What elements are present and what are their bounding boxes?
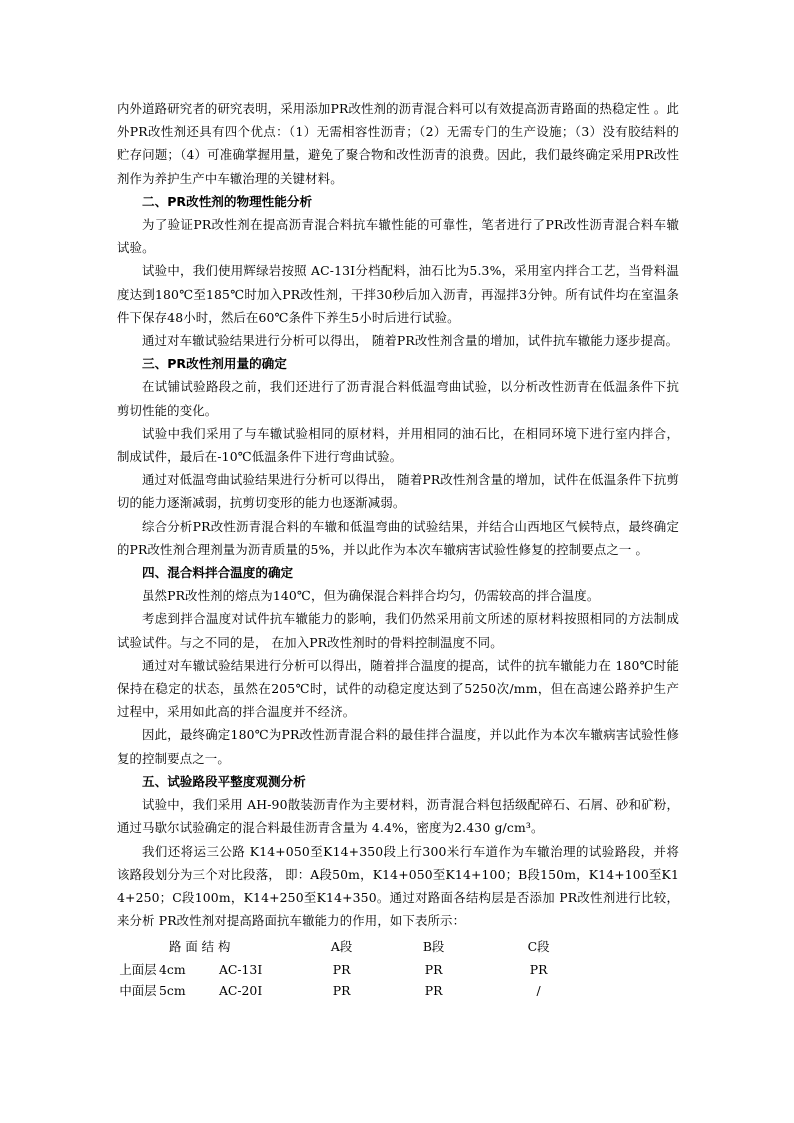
pavement-structure-table (117, 933, 598, 1001)
header-section-b: B段 (422, 939, 445, 955)
paragraph: 通过对车辙试验结果进行分析可以得出，随着拌合温度的提高，试件的抗车辙能力在 180℃时能保持在稳定的状态，虽然在205℃时，试件的动稳定度达到了5250次/mm，但在高速公路养护生产过程中，采用如此高的拌合温度并不经济。 (117, 657, 679, 720)
header-structure: 路 面 结 构 (169, 939, 231, 955)
table-row (117, 980, 598, 1001)
paragraph: 试验中我们采用了与车辙试验相同的原材料，并用相同的油石比，在相同环境下进行室内拌合，制成试件，最后在-10℃低温条件下进行弯曲试验。 (117, 425, 679, 465)
table-row (117, 959, 598, 980)
header-section-a: A段 (330, 939, 353, 955)
layer-name: 上面层 (119, 962, 157, 978)
paragraph: 因此，最终确定180℃为PR改性沥青混合料的最佳拌合温度，并以此作为本次车辙病害试验性修复的控制要点之一。 (117, 727, 679, 766)
paragraph: 虽然PR改性剂的熔点为140℃，但为确保混合料拌合均匀，仍需较高的拌合温度。 (142, 588, 600, 604)
section-c-value: PR (529, 962, 548, 978)
paragraph: 在试铺试验路段之前，我们还进行了沥青混合料低温弯曲试验，以分析改性沥青在低温条件下抗剪切性能的变化。 (117, 379, 679, 418)
section-b-value: PR (424, 962, 443, 978)
section-a-value: PR (332, 962, 351, 978)
paragraph: 试验中，我们采用 AH-90散装沥青作为主要材料，沥青混合料包括级配碎石、石屑、砂和矿粉，通过马歇尔试验确定的混合料最佳沥青含量为 4.4%，密度为2.430 g/cm³。 (117, 797, 679, 836)
paragraph: 通过对车辙试验结果进行分析可以得出， 随着PR改性剂含量的增加，试件抗车辙能力逐步提高。 (142, 333, 679, 349)
section-heading: 三、PR改性剂用量的确定 (142, 356, 287, 372)
section-heading: 四、混合料拌合温度的确定 (142, 565, 294, 581)
paragraph: 试验中，我们使用辉绿岩按照 AC-13I分档配料，油石比为5.3%，采用室内拌合工艺，当骨料温度达到180℃至185℃时加入PR改性剂，干拌30秒后加入沥青，再湿拌3分钟。所有试件均在室温条件下保存48小时，然后在60℃条件下养生5小时后进行试验。 (117, 263, 679, 325)
table-header-row (117, 933, 598, 959)
mix-type: AC-13I (218, 962, 263, 978)
paragraph: 考虑到拌合温度对试件抗车辙能力的影响，我们仍然采用前文所述的原材料按照相同的方法制成试验试件。与之不同的是， 在加入PR改性剂时的骨料控制温度不同。 (117, 611, 679, 650)
section-c-value: / (536, 983, 541, 999)
section-a-value: PR (332, 983, 351, 999)
layer-thickness: 4cm (159, 962, 186, 978)
section-heading: 二、PR改性剂的物理性能分析 (142, 193, 313, 209)
paragraph: 我们还将运三公路 K14+050至K14+350段上行300米行车道作为车辙治理的试验路段，并将该路段划分为三个对比段落， 即：A段50m，K14+050至K14+100；B段150m，K14+100至K14+250；C段100m，K14+250至K14+350。通过对路面各结构层是否添加 PR改性剂进行比较，来分析 PR改性剂对提高路面抗车辙能力的作用，如下表所示： (117, 843, 679, 929)
document-page (117, 97, 679, 1001)
section-b-value: PR (424, 983, 443, 999)
layer-name: 中面层 (119, 983, 157, 999)
section-heading: 五、试验路段平整度观测分析 (142, 773, 306, 789)
mix-type: AC-20I (218, 983, 263, 999)
paragraph: 综合分析PR改性沥青混合料的车辙和低温弯曲的试验结果，并结合山西地区气候特点，最终确定的PR改性剂合理剂量为沥青质量的5%，并以此作为本次车辙病害试验性修复的控制要点之一 。 (117, 518, 679, 557)
header-section-c: C段 (527, 939, 550, 955)
paragraph: 内外道路研究者的研究表明，采用添加PR改性剂的沥青混合料可以有效提高沥青路面的热稳定性 。此外PR改性剂还具有四个优点：（1）无需相容性沥青；（2）无需专门的生产设施；（3）没有胶结料的贮存问题；（4）可准确掌握用量，避免了聚合物和改性沥青的浪费。因此，我们最终确定采用PR改性剂作为养护生产中车辙治理的关键材料。 (117, 101, 679, 186)
paragraph: 为了验证PR改性剂在提高沥青混合料抗车辙性能的可靠性，笔者进行了PR改性沥青混合料车辙试验。 (117, 217, 679, 256)
paragraph: 通过对低温弯曲试验结果进行分析可以得出， 随着PR改性剂含量的增加，试件在低温条件下抗剪切的能力逐渐减弱，抗剪切变形的能力也逐渐减弱。 (117, 472, 679, 511)
layer-thickness: 5cm (159, 983, 186, 999)
